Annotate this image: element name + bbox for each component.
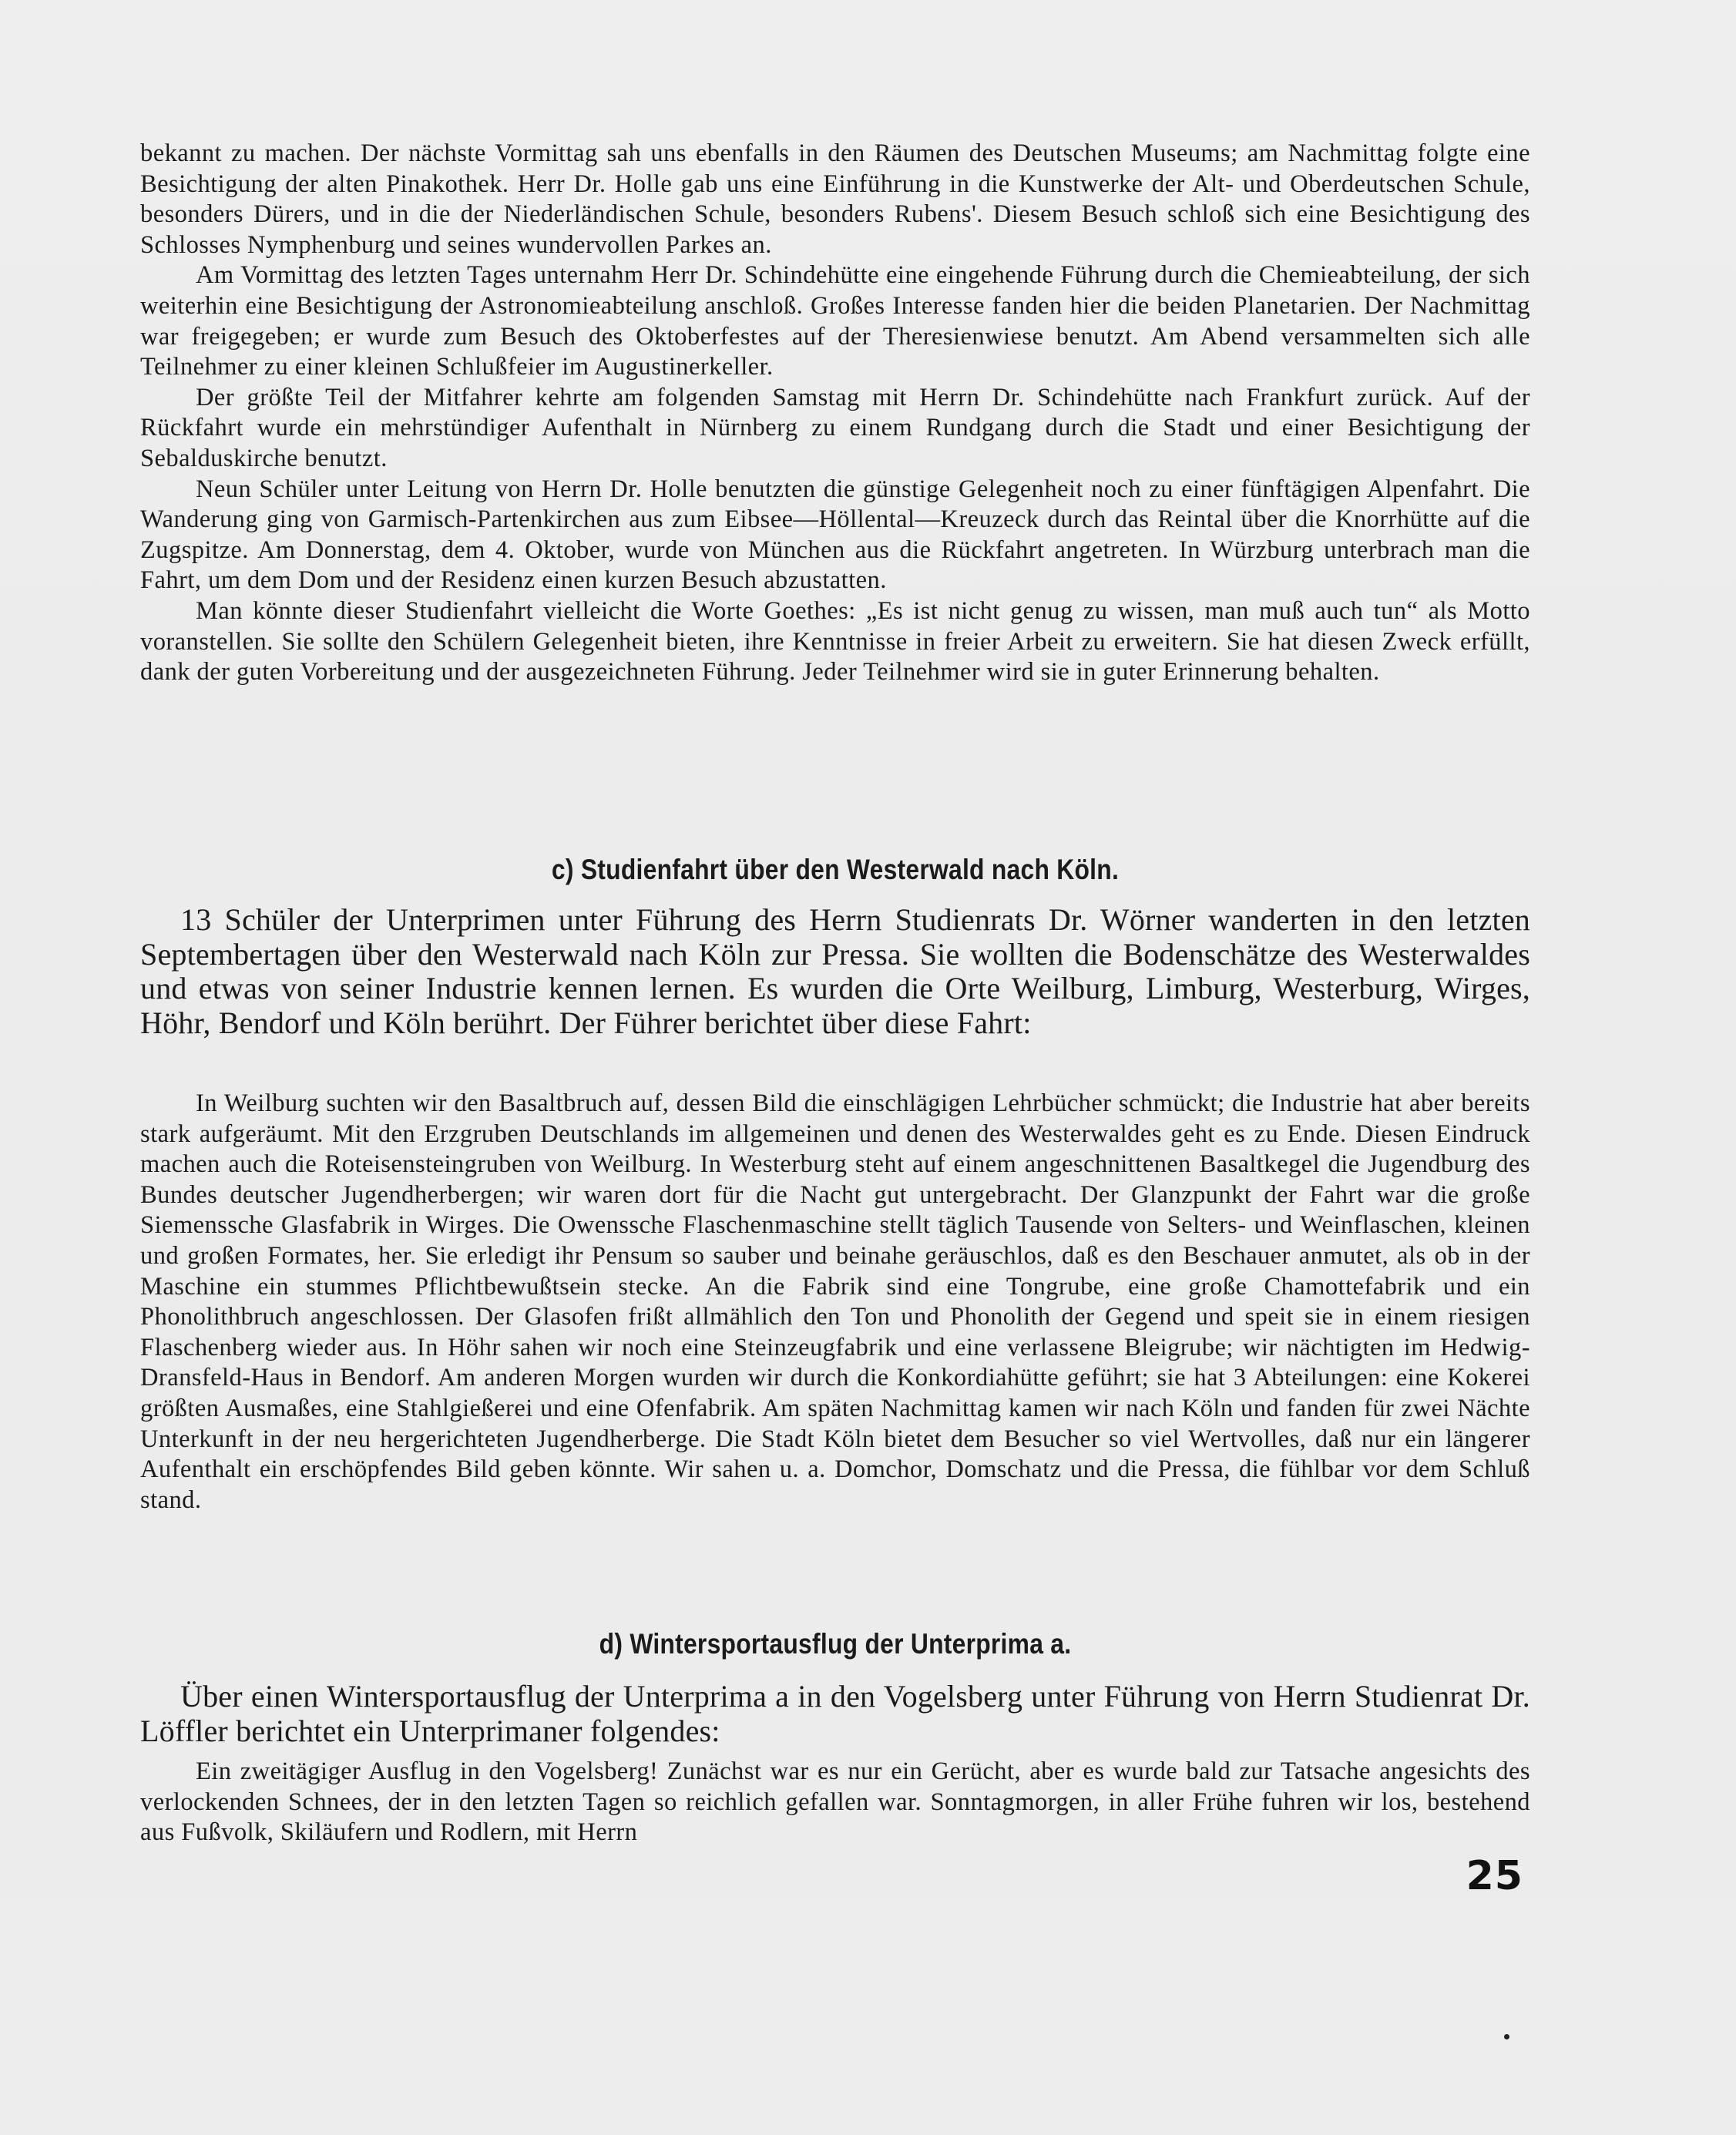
section-wintersport	[140, 1680, 1530, 1748]
paragraph-return: Der größte Teil der Mitfahrer kehrte am folgenden Samstag mit Herrn Dr. Schindehütte nach Frankfurt zurück. Auf der Rückfahrt wurde ein mehrstündiger Aufenthalt in Nürnberg zu einem Rundgang durch die Stadt und einer Besichtigung der Sebalduskirche benutzt.	[140, 383, 1530, 472]
section-wintersport-report	[140, 1757, 1530, 1848]
ink-speck	[1504, 2034, 1509, 2039]
section-westerwald-report	[140, 1089, 1530, 1516]
paragraph-last-day: Am Vormittag des letzten Tages unternahm Herr Dr. Schindehütte eine eingehende Führung durch die Chemieabteilung, der sich weiterhin eine Besichtigung der Astronomieabteilung anschloß. Großes Interesse fanden hier die beiden Planetarien. Der Nachmittag war freigegeben; er wurde zum Besuch des Oktoberfestes auf der Theresienwiese benutzt. Am Abend versammelten sich alle Teilnehmer zu einer kleinen Schlußfeier im Augustinerkeller.	[140, 261, 1530, 381]
section-westerwald	[140, 903, 1530, 1040]
westerwald-report: In Weilburg suchten wir den Basaltbruch auf, dessen Bild die einschlägigen Lehrbücher schmückt; die Industrie hat aber bereits stark aufgeräumt. Mit den Erzgruben Deutschlands im allgemeinen und denen des Westerwaldes geht es zu Ende. Diesen Eindruck machen auch die Roteisensteingruben von Weilburg. In Westerburg steht auf einem angeschnittenen Basaltkegel die Jugendburg des Bundes deutscher Jugendherbergen; wir waren dort für die Nacht gut untergebracht. Der Glanzpunkt der Fahrt war die große Siemenssche Glasfabrik in Wirges. Die Owenssche Flaschenmaschine stellt täglich Tausende von Selters- und Weinflaschen, kleinen und großen Formates, her. Sie erledigt ihr Pensum so sauber und beinahe geräuschlos, daß es den Beschauer anmutet, als ob in der Maschine ein stummes Pflichtbewußtsein stecke. An die Fabrik sind eine Tongrube, eine große Chamottefabrik und ein Phonolithbruch angeschlossen. Der Glasofen frißt allmählich den Ton und Phonolith der Gegend und speit sie in einem riesigen Flaschenberg wieder aus. In Höhr sahen wir noch eine Steinzeugfabrik und eine verlassene Bleigrube; wir nächtigten im Hedwig-Dransfeld-Haus in Bendorf. Am anderen Morgen wurden wir durch die Konkordiahütte geführt; sie hat 3 Abteilungen: eine Kokerei größten Ausmaßes, eine Stahlgießerei und eine Ofenfabrik. Am späten Nachmittag kamen wir nach Köln und fanden für zwei Nächte Unterkunft in der neu hergerichteten Jugendherberge. Die Stadt Köln bietet dem Besucher so viel Wertvolles, daß nur ein längerer Aufenthalt ein erschöpfendes Bild geben könnte. Wir sahen u. a. Domchor, Domschatz und die Pressa, die fühlbar vor dem Schluß stand.	[140, 1089, 1530, 1514]
section-top	[140, 139, 1530, 688]
wintersport-report: Ein zweitägiger Ausflug in den Vogelsberg! Zunächst war es nur ein Gerücht, aber es wurde bald zur Tatsache angesichts des verlockenden Schnees, der in den letzten Tagen so reichlich gefallen war. Sonntagmorgen, in aller Frühe fuhren wir los, bestehend aus Fußvolk, Skiläufern und Rodlern, mit Herrn	[140, 1757, 1530, 1847]
wintersport-intro: Über einen Wintersportausflug der Unterprima a in den Vogelsberg unter Führung von Herrn Studienrat Dr. Löffler berichtet ein Unterprimaner folgendes:	[140, 1679, 1530, 1748]
page-number: 25	[1466, 1853, 1523, 1899]
westerwald-intro: 13 Schüler der Unterprimen unter Führung des Herrn Studienrats Dr. Wörner wanderten in den letzten Septembertagen über den Westerwald nach Köln zur Pressa. Sie wollten die Bodenschätze des Westerwaldes und etwas von seiner Industrie kennen lernen. Es wurden die Orte Weilburg, Limburg, Westerburg, Wirges, Höhr, Bendorf und Köln berührt. Der Führer berichtet über diese Fahrt:	[140, 902, 1530, 1040]
paragraph-goethe: Man könnte dieser Studienfahrt vielleicht die Worte Goethes: „Es ist nicht genug zu wissen, man muß auch tun“ als Motto voranstellen. Sie sollte den Schülern Gelegenheit bieten, ihre Kenntnisse in freier Arbeit zu erweitern. Sie hat diesen Zweck erfüllt, dank der guten Vorbereitung und der ausgezeichneten Führung. Jeder Teilnehmer wird sie in guter Erinnerung behalten.	[140, 596, 1530, 686]
heading-wintersport: d) Wintersportausflug der Unterprima a.	[599, 1628, 1072, 1660]
heading-westerwald: c) Studienfahrt über den Westerwald nach Köln.	[551, 854, 1120, 885]
paragraph-alpine: Neun Schüler unter Leitung von Herrn Dr. Holle benutzten die günstige Gelegenheit noch zu einer fünftägigen Alpenfahrt. Die Wanderung ging von Garmisch-Partenkirchen aus zum Eibsee—Höllental—Kreuzeck durch das Reintal über die Knorrhütte auf die Zugspitze. Am Donnerstag, dem 4. Oktober, wurde von München aus die Rückfahrt angetreten. In Würzburg unterbrach man die Fahrt, um dem Dom und der Residenz einen kurzen Besuch abzustatten.	[140, 475, 1530, 595]
paragraph-museum: bekannt zu machen. Der nächste Vormittag sah uns ebenfalls in den Räumen des Deutschen Museums; am Nachmittag folgte eine Besichtigung der alten Pinakothek. Herr Dr. Holle gab uns eine Einführung in die Kunstwerke der Alt- und Oberdeutschen Schule, besonders Dürers, und in die der Niederländischen Schule, besonders Rubens'. Diesem Besuch schloß sich eine Besichtigung des Schlosses Nymphenburg und seines wundervollen Parkes an.	[140, 139, 1530, 259]
